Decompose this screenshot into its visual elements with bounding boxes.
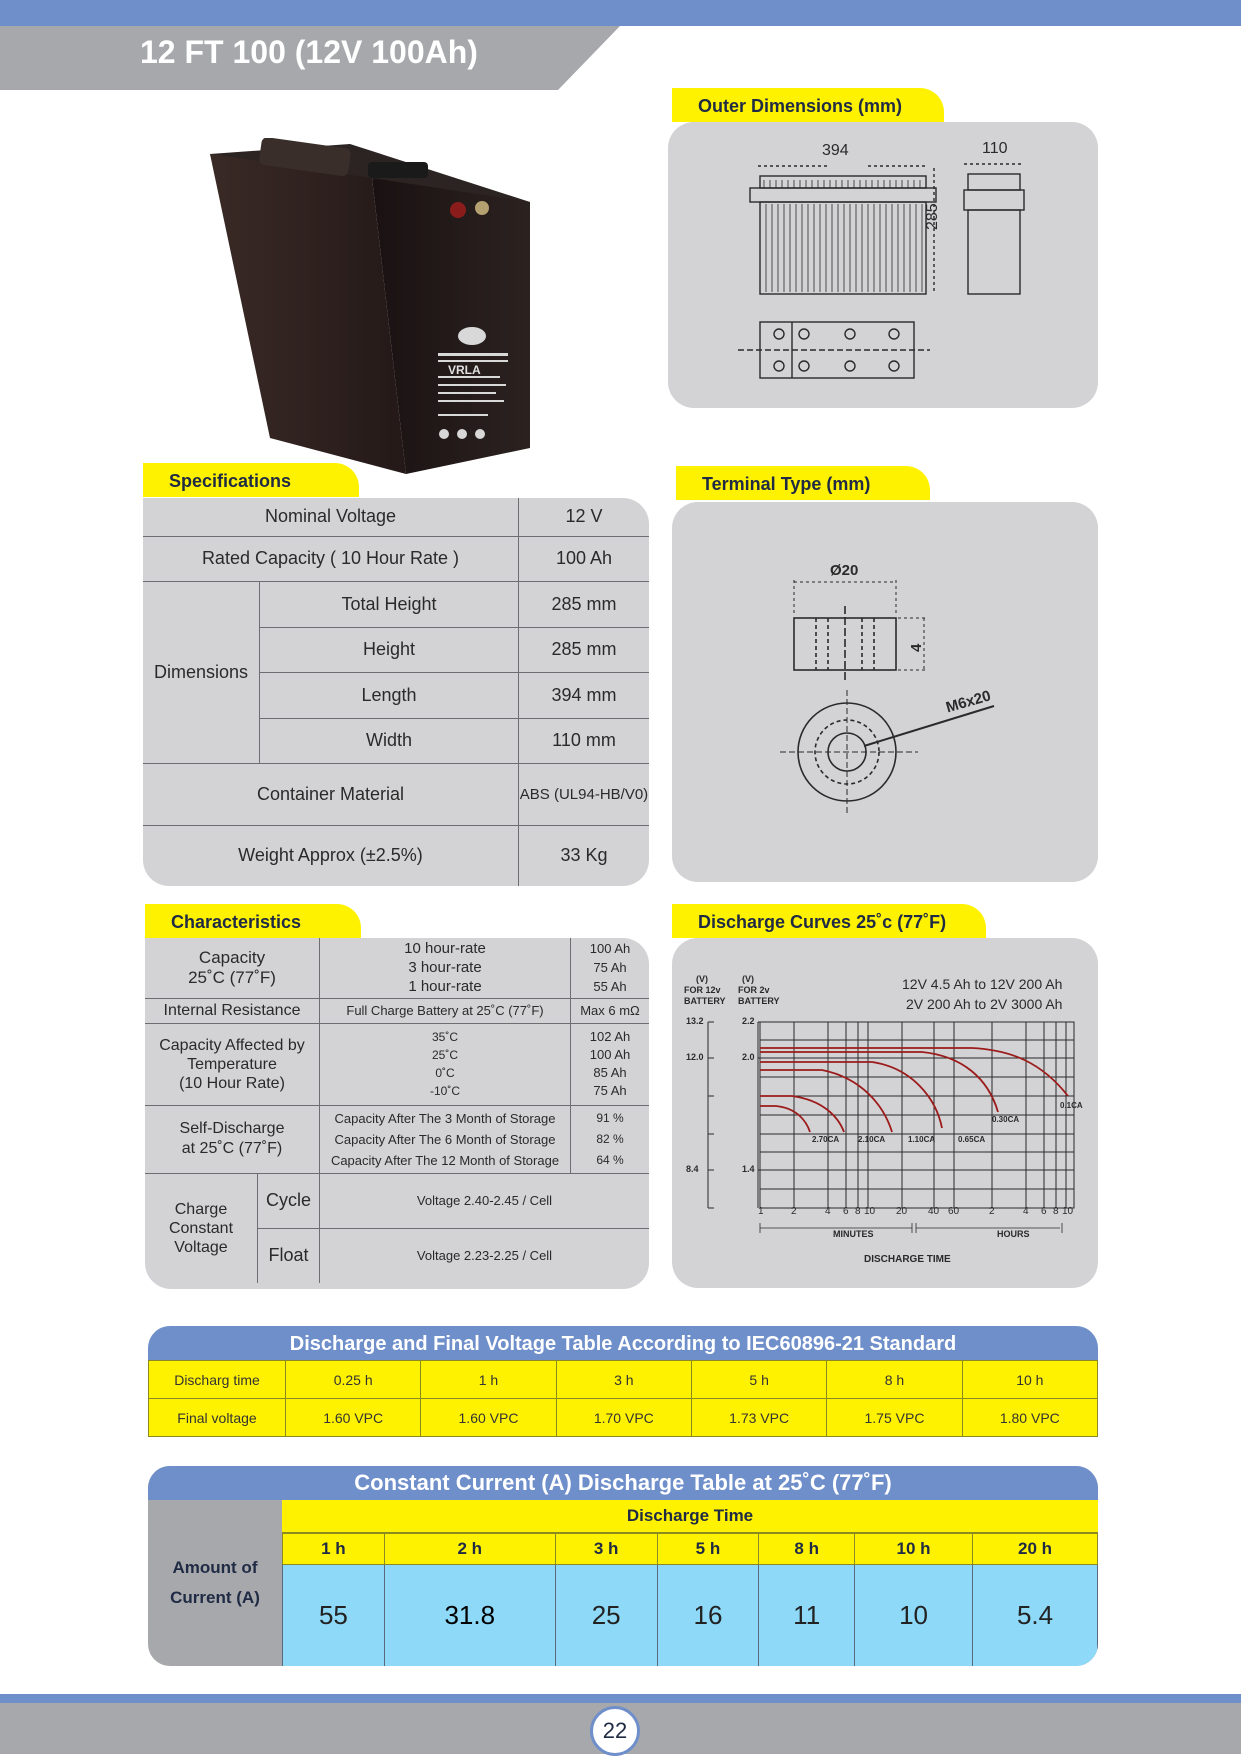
capacity-label [145,938,320,998]
x-tick: 2 [989,1206,995,1217]
length-label: Length [260,672,519,718]
constant-current-section [148,1466,1098,1666]
storage-values [571,1105,650,1173]
container-material-value: ABS (UL94-HB/V0) [519,763,650,825]
x-tick: 6 [843,1206,849,1217]
table-cell: 1.73 VPC [691,1399,826,1437]
charge-label-line-3: Voltage [174,1238,228,1256]
curve-label-2-10ca: 2.10CA [858,1135,886,1144]
time-header: 5 h [657,1534,759,1565]
storage-value: 82 % [596,1131,624,1146]
time-header: 3 h [555,1534,657,1565]
x-tick: 20 [896,1206,908,1217]
temperature-value: 85 Ah [593,1065,627,1080]
storage-value: 64 % [596,1152,624,1167]
discharge-time-label: Discharg time [149,1361,286,1399]
storage-item: Capacity After The 12 Month of Storage [330,1152,560,1168]
internal-resistance-label: Internal Resistance [145,998,320,1023]
right-axis-line: (V) [742,974,754,984]
nominal-voltage-label: Nominal Voltage [143,498,519,536]
storage-value: 91 % [596,1110,624,1125]
terminal-height-label: 4 [908,643,925,652]
rate-value: 100 Ah [589,941,631,957]
final-voltage-label: Final voltage [149,1399,286,1437]
specifications-panel [143,498,649,886]
float-label: Float [258,1228,320,1283]
x-tick: 1 [758,1206,764,1217]
capacity-rates [320,938,571,998]
table-cell: 3 h [556,1361,691,1399]
table-cell: 0.25 h [286,1361,421,1399]
internal-resistance-condition: Full Charge Battery at 25˚C (77˚F) [320,998,571,1023]
x-tick: 6 [1041,1206,1047,1217]
self-discharge-line-1: Self-Discharge [179,1120,285,1137]
current-value: 31.8 [384,1565,555,1667]
length-value: 394 mm [519,672,650,718]
temperature-list [320,1023,571,1105]
terminal-type-heading: Terminal Type (mm) [676,466,930,500]
hours-label: HOURS [994,1229,1033,1239]
table-row [149,1361,1098,1399]
discharge-voltage-section [148,1326,1098,1437]
charge-voltage-label [145,1173,258,1283]
current-value: 25 [555,1565,657,1667]
charge-label-line-1: Charge [174,1200,228,1218]
page-number: 22 [590,1706,640,1756]
minutes-label: MINUTES [830,1229,877,1239]
top-accent-bar [0,0,1241,26]
temperature-capacity-label [145,1023,320,1105]
current-label-line-1: Amount of [172,1558,258,1577]
page-title: 12 FT 100 (12V 100Ah) [140,34,478,70]
x-tick: 8 [1053,1206,1059,1217]
total-height-label: Total Height [260,581,519,627]
temperature-label-line-3: (10 Hour Rate) [179,1074,285,1092]
right-axis-line: FOR 2v [738,985,770,995]
temperature-label-line-2: Temperature [187,1055,277,1073]
outer-dimensions-heading: Outer Dimensions (mm) [672,88,944,122]
width-label: Width [260,718,519,763]
table-cell: 1.75 VPC [827,1399,962,1437]
total-height-value: 285 mm [519,581,650,627]
x-tick: 8 [855,1206,861,1217]
charge-label-line-2: Constant [168,1219,234,1237]
weight-label: Weight Approx (±2.5%) [143,825,519,886]
time-header: 2 h [384,1534,555,1565]
x-tick: 40 [928,1206,940,1217]
terminal-bolt-label: M6x20 [944,687,993,717]
characteristics-table [145,938,649,1283]
current-value: 11 [759,1565,855,1667]
rated-capacity-label: Rated Capacity ( 10 Hour Rate ) [143,536,519,581]
storage-item: Capacity After The 6 Month of Storage [334,1131,556,1147]
x-tick: 2 [791,1206,797,1217]
outer-dimensions-panel [668,122,1098,408]
x-tick: 10 [1062,1206,1074,1217]
terminal-type-panel [672,502,1098,882]
y-tick-12-0: 12.0 [686,1052,704,1062]
rate-item: 3 hour-rate [408,959,482,977]
self-discharge-label [145,1105,320,1173]
curve-label-2-70ca: 2.70CA [812,1135,840,1144]
rated-capacity-value: 100 Ah [519,536,650,581]
temperature-item: 35˚C [431,1030,458,1044]
temperature-value: 102 Ah [589,1029,631,1044]
specifications-heading: Specifications [143,463,359,497]
left-axis-line: FOR 12v [684,985,721,995]
rate-value: 75 Ah [593,960,627,976]
rate-item: 10 hour-rate [404,940,486,958]
curve-label-0-30ca: 0.30CA [992,1115,1020,1124]
specifications-table [143,498,649,886]
x-tick: 4 [1023,1206,1029,1217]
discharge-time-subheading: Discharge Time [282,1500,1098,1533]
terminal-type-drawing [672,502,1098,882]
y-tick-13-2: 13.2 [686,1016,704,1026]
outer-dimensions-drawing [668,122,1098,408]
y-tick-2-0: 2.0 [742,1052,755,1062]
table-cell: 10 h [962,1361,1097,1399]
discharge-curves-panel [672,938,1098,1288]
curve-label-0-1ca: 0.1CA [1060,1101,1083,1110]
temperature-item: 25˚C [431,1048,458,1062]
current-row-label [148,1500,282,1666]
table-cell: 1 h [421,1361,556,1399]
discharge-curves-heading: Discharge Curves 25˚c (77˚F) [672,904,986,938]
temperature-values [571,1023,650,1105]
weight-value: 33 Kg [519,825,650,886]
time-header: 1 h [283,1534,385,1565]
y-tick-8-4: 8.4 [686,1164,699,1174]
temperature-value: 100 Ah [589,1047,631,1062]
left-axis-label [684,974,726,1007]
curve-label-1-10ca: 1.10CA [908,1135,936,1144]
range-text-1: 12V 4.5 Ah to 12V 200 Ah [902,976,1063,992]
right-axis-line: BATTERY [738,996,780,1006]
x-tick: 4 [825,1206,831,1217]
capacity-label-line-1: Capacity [198,947,266,967]
left-axis-line: BATTERY [684,996,726,1006]
current-value: 16 [657,1565,759,1667]
battery-product-image [200,138,540,478]
table-cell: 5 h [691,1361,826,1399]
time-header: 8 h [759,1534,855,1565]
y-tick-2-2: 2.2 [742,1016,755,1026]
width-value: 110 mm [519,718,650,763]
rate-item: 1 hour-rate [408,978,482,996]
container-material-label: Container Material [143,763,519,825]
range-text-2: 2V 200 Ah to 2V 3000 Ah [906,996,1063,1012]
temperature-item: 0˚C [435,1066,455,1080]
rate-value: 55 Ah [593,979,627,995]
outer-length-label: 394 [822,142,849,159]
x-axis-title: DISCHARGE TIME [864,1254,951,1265]
constant-current-heading: Constant Current (A) Discharge Table at 25˚C (77˚F) [148,1466,1098,1500]
outer-height-label: 285 [924,203,941,230]
time-header: 20 h [973,1534,1098,1565]
x-tick: 60 [948,1206,960,1217]
float-value: Voltage 2.23-2.25 / Cell [320,1228,650,1283]
characteristics-heading: Characteristics [145,904,361,938]
table-cell: 8 h [827,1361,962,1399]
table-row [283,1534,1098,1565]
current-label-line-2: Current (A) [170,1588,260,1607]
cycle-value: Voltage 2.40-2.45 / Cell [320,1173,650,1228]
current-value: 55 [283,1565,385,1667]
self-discharge-line-2: at 25˚C (77˚F) [181,1140,283,1157]
capacity-label-line-2: 25˚C (77˚F) [188,967,276,987]
terminal-diameter-label: Ø20 [830,562,859,579]
table-cell: 1.60 VPC [286,1399,421,1437]
y-tick-1-4: 1.4 [742,1164,755,1174]
dimensions-label: Dimensions [143,581,260,763]
battery-brand-label: VRLA [448,363,481,377]
left-axis-line: (V) [696,974,708,984]
outer-width-label: 110 [982,140,1008,157]
temperature-value: 75 Ah [593,1083,627,1098]
table-row [149,1399,1098,1437]
time-header: 10 h [855,1534,973,1565]
height-value: 285 mm [519,627,650,672]
cycle-label: Cycle [258,1173,320,1228]
right-axis-label [738,974,780,1007]
storage-list [320,1105,571,1173]
current-value: 10 [855,1565,973,1667]
table-cell: 1.70 VPC [556,1399,691,1437]
storage-item: Capacity After The 3 Month of Storage [334,1110,556,1126]
discharge-voltage-table [148,1360,1098,1437]
characteristics-panel [145,938,649,1289]
table-cell: 1.80 VPC [962,1399,1097,1437]
temperature-label-line-1: Capacity Affected by [159,1036,305,1054]
temperature-item: -10˚C [429,1084,460,1098]
curve-label-0-65ca: 0.65CA [958,1135,986,1144]
constant-current-table [282,1533,1098,1666]
table-row [283,1565,1098,1667]
x-tick: 10 [864,1206,876,1217]
height-label: Height [260,627,519,672]
capacity-values [571,938,650,998]
nominal-voltage-value: 12 V [519,498,650,536]
table-cell: 1.60 VPC [421,1399,556,1437]
discharge-voltage-heading: Discharge and Final Voltage Table According to IEC60896-21 Standard [148,1326,1098,1360]
internal-resistance-value: Max 6 mΩ [571,998,650,1023]
current-value: 5.4 [973,1565,1098,1667]
